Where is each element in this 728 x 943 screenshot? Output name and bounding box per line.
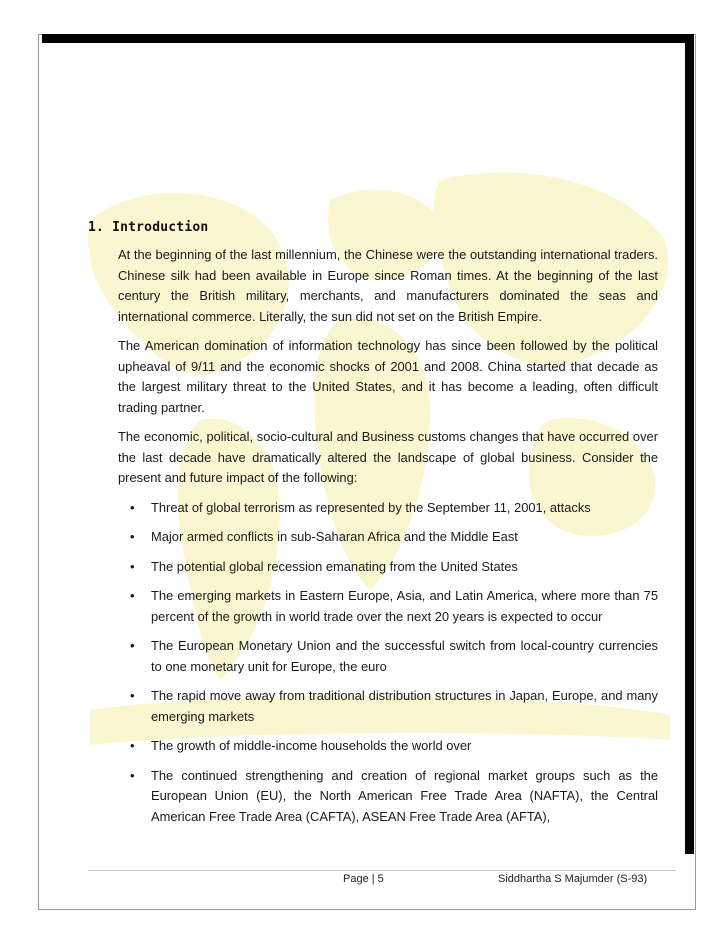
paragraph: The American domination of information technology has since been followed by the political upheaval of 9/11 and the economic shocks of 2001 and 2008. China started that decade as the largest military threat to the United States, and it has become a leading, often difficult trading partner. <box>118 338 658 415</box>
section-heading: 1. Introduction <box>88 220 209 235</box>
list-item <box>118 636 658 677</box>
bullet-list <box>118 498 658 828</box>
bullet-icon: • <box>130 499 135 515</box>
list-item-text: The European Monetary Union and the successful switch from local-country currencies to one monetary unit for Europe, the euro <box>151 638 658 674</box>
list-item <box>118 557 658 578</box>
footer-divider <box>88 870 676 871</box>
bullet-icon: • <box>130 767 135 783</box>
list-item <box>118 766 658 828</box>
body-content <box>118 245 658 836</box>
list-item <box>118 736 658 757</box>
list-item <box>118 527 658 548</box>
list-item <box>118 498 658 519</box>
bullet-icon: • <box>130 529 135 544</box>
list-item-text: The continued strengthening and creation of regional market groups such as the European Union (EU), the North American Free Trade Area (NAFTA), the Central American Free Trade Area (CAFTA), ASEAN Free Trade Area (AFTA), <box>151 767 658 824</box>
list-item-text: The emerging markets in Eastern Europe, Asia, and Latin America, where more than 75 percent of the growth in world trade over the next 20 years is expected to occur <box>151 588 658 624</box>
list-item-text: The potential global recession emanating from the United States <box>151 558 518 574</box>
bullet-icon: • <box>130 558 135 574</box>
list-item-text: The rapid move away from traditional distribution structures in Japan, Europe, and many emerging markets <box>151 688 658 724</box>
list-item-text: Threat of global terrorism as represented by the September 11, 2001, attacks <box>151 499 591 515</box>
bullet-icon: • <box>130 738 135 753</box>
bullet-icon: • <box>130 688 135 703</box>
footer-author: Siddhartha S Majumder (S-93) <box>498 873 648 885</box>
list-item-text: Major armed conflicts in sub-Saharan Africa and the Middle East <box>151 529 518 544</box>
paragraph: At the beginning of the last millennium, the Chinese were the outstanding international traders. Chinese silk had been available in Europe since Roman times. At the beginning of the last century the British military, merchants, and manufacturers dominated the seas and international commerce. Literally, the sun did not set on the British Empire. <box>118 247 658 324</box>
page-number: Page | 5 <box>343 873 384 885</box>
bullet-icon: • <box>130 588 135 603</box>
list-item <box>118 586 658 627</box>
right-border-bar <box>685 34 694 854</box>
list-item-text: The growth of middle-income households the world over <box>151 738 472 753</box>
bullet-icon: • <box>130 638 135 653</box>
list-item <box>118 686 658 727</box>
paragraph: The economic, political, socio-cultural and Business customs changes that have occurred over the last decade have dramatically altered the landscape of global business. Consider the present and future impact of the following: <box>118 429 658 485</box>
top-border-bar <box>42 34 694 43</box>
